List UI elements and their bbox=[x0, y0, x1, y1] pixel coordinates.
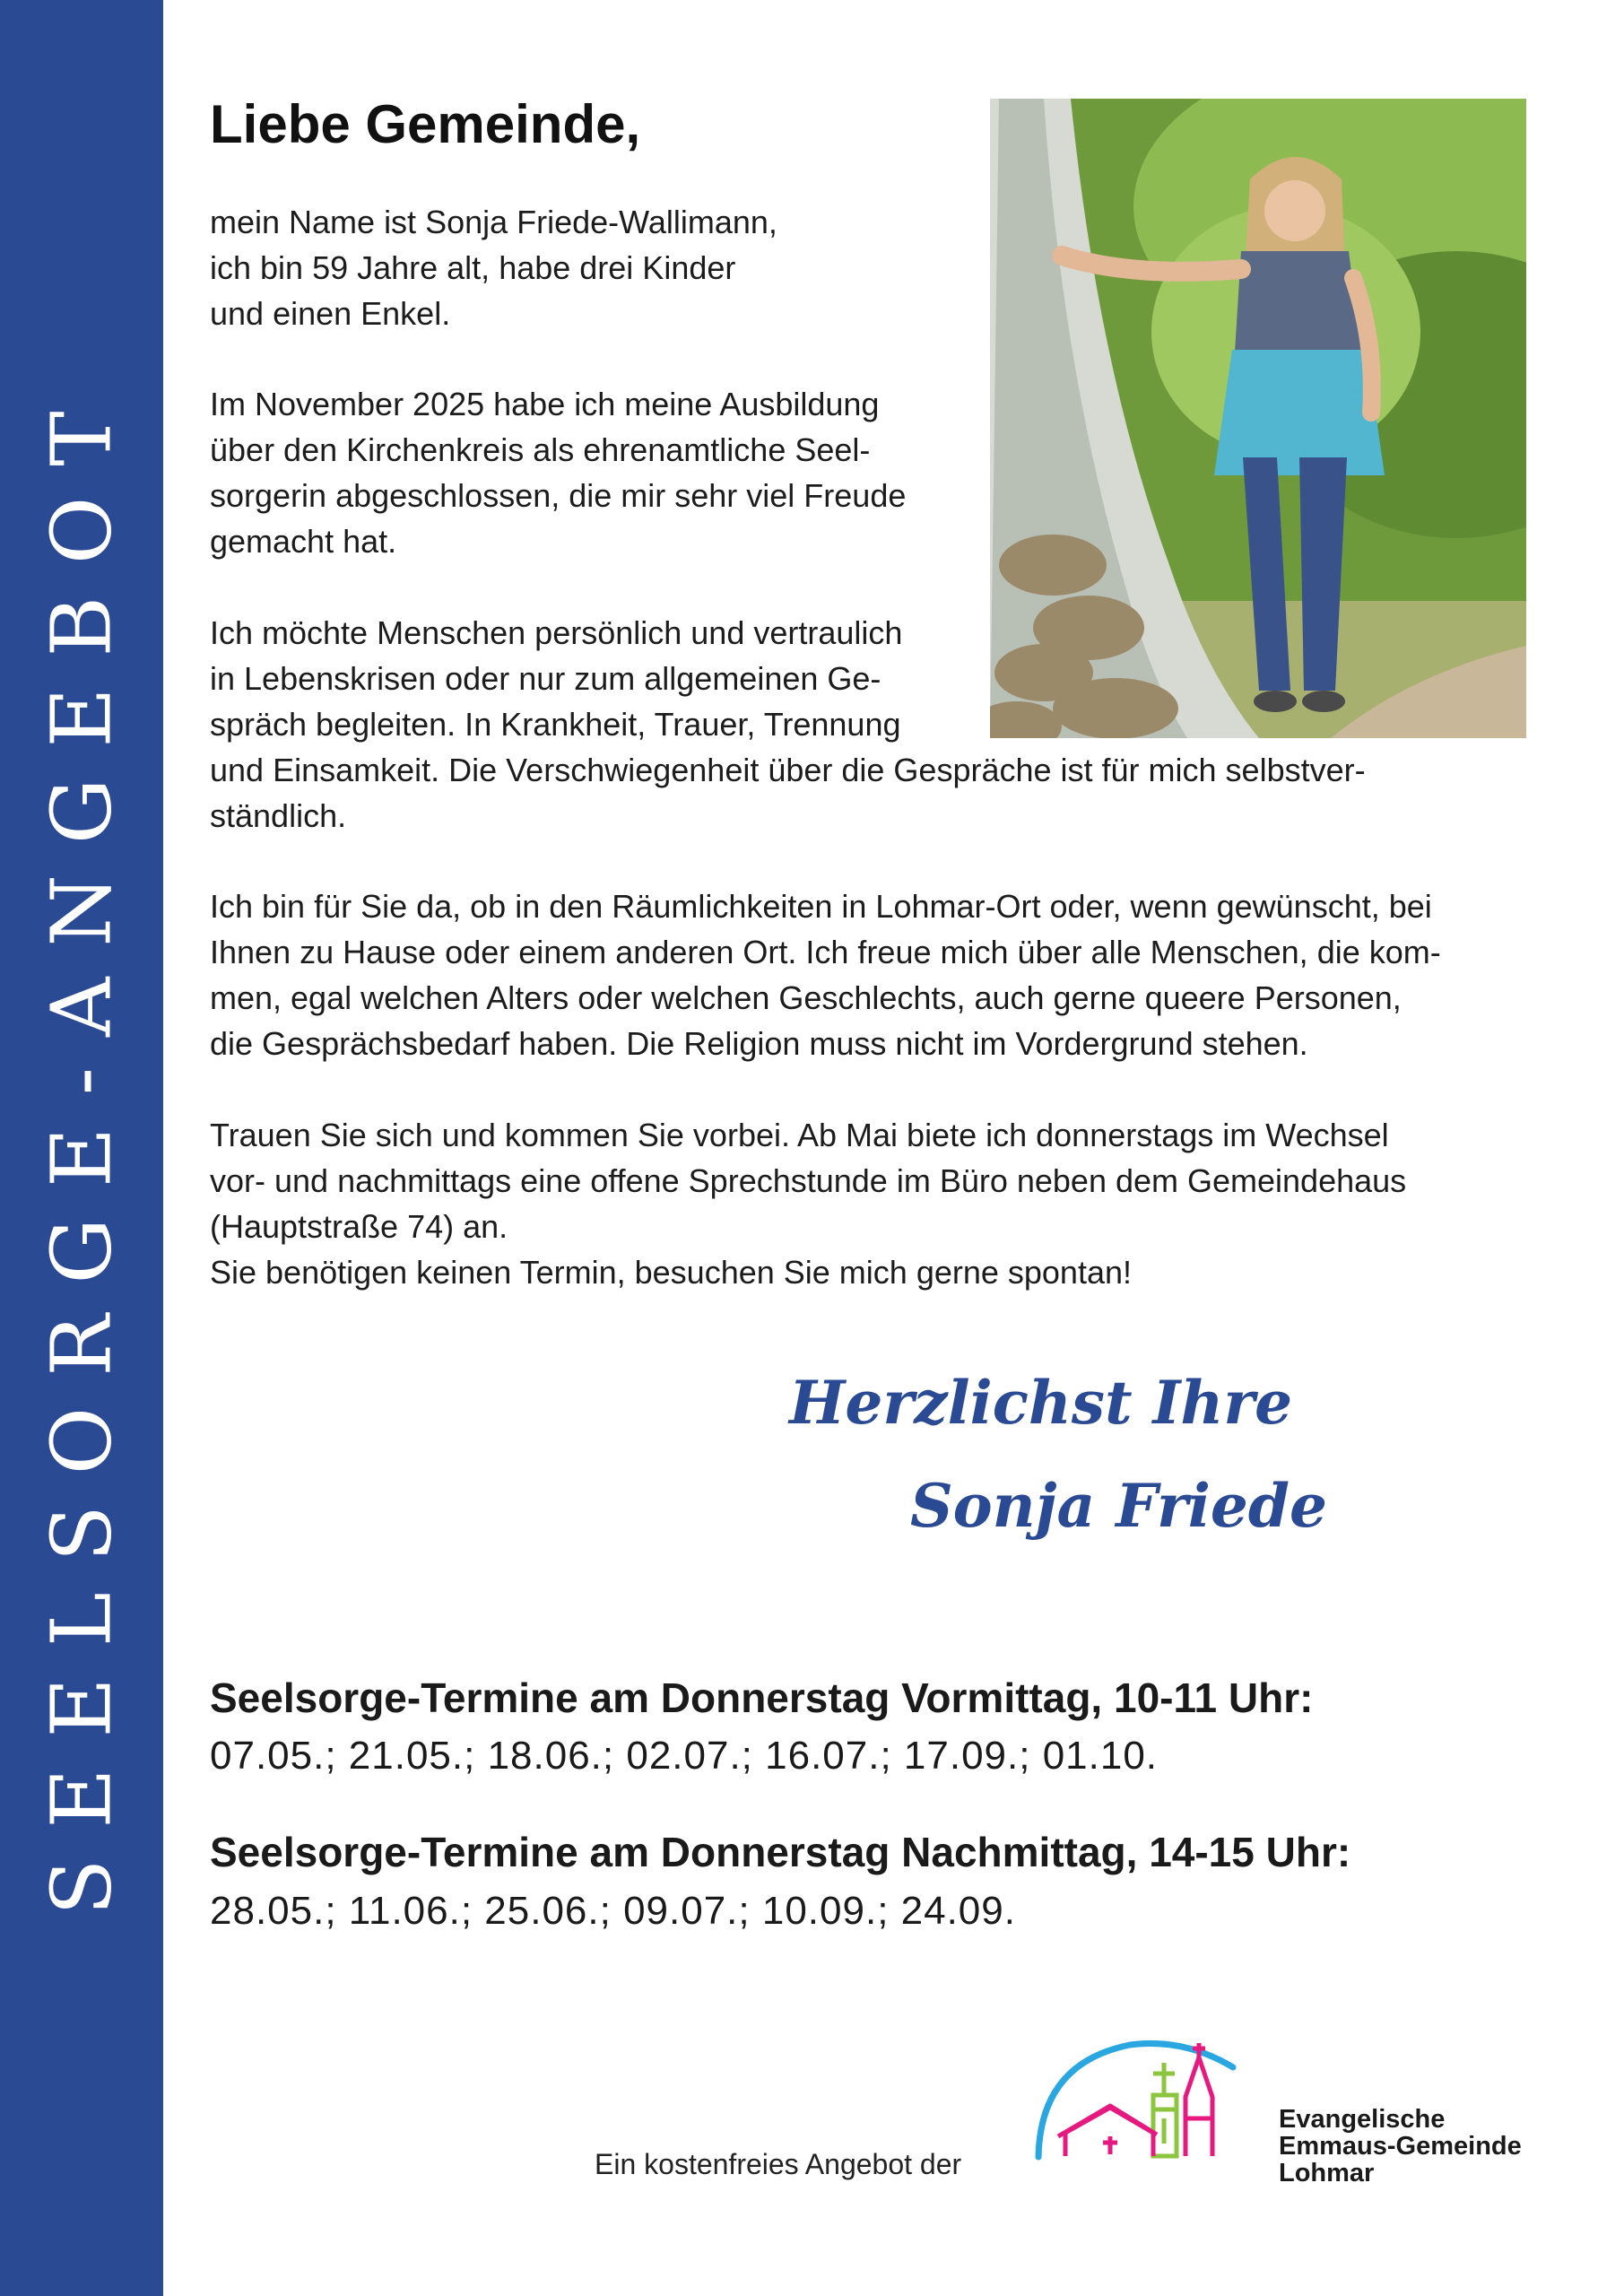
text-line: und einen Enkel. bbox=[210, 295, 451, 332]
text-line: (Hauptstraße 74) an. bbox=[210, 1208, 508, 1245]
schedule-afternoon-heading: Seelsorge-Termine am Donnerstag Nachmittag, 14-15 Uhr: bbox=[210, 1829, 1351, 1875]
text-line: ich bin 59 Jahre alt, habe drei Kinder bbox=[210, 249, 736, 286]
text-line: mein Name ist Sonja Friede-Wallimann, bbox=[210, 204, 777, 240]
text-line: vor- und nachmittags eine offene Sprechstunde im Büro neben dem Gemeindehaus bbox=[210, 1162, 1407, 1199]
support-paragraph bbox=[210, 610, 981, 747]
availability-paragraph bbox=[210, 883, 1528, 1066]
sidebar-banner bbox=[0, 0, 163, 2296]
schedule-morning-dates: 07.05.; 21.05.; 18.06.; 02.07.; 16.07.; 17.09.; 01.10. bbox=[210, 1734, 1159, 1778]
training-paragraph bbox=[210, 381, 981, 564]
text-line: spräch begleiten. In Krankheit, Trauer, Trennung bbox=[210, 706, 901, 743]
text-line: Im November 2025 habe ich meine Ausbildung bbox=[210, 386, 880, 422]
organization-name bbox=[1279, 2106, 1522, 2187]
org-line: Lohmar bbox=[1279, 2159, 1375, 2187]
text-line: sorgerin abgeschlossen, die mir sehr viel Freude bbox=[210, 477, 907, 514]
text-line: Ich möchte Menschen persönlich und vertraulich bbox=[210, 614, 903, 651]
support-paragraph-continued bbox=[210, 747, 1528, 839]
text-line: in Lebenskrisen oder nur zum allgemeinen Ge- bbox=[210, 660, 881, 697]
signature-greeting: Herzlichst Ihre bbox=[789, 1368, 1293, 1438]
portrait-photo bbox=[990, 99, 1526, 738]
text-line: Sie benötigen keinen Termin, besuchen Sie mich gerne spontan! bbox=[210, 1254, 1133, 1291]
church-logo-icon bbox=[1031, 2036, 1264, 2161]
text-line: Trauen Sie sich und kommen Sie vorbei. Ab Mai biete ich donnerstags im Wechsel bbox=[210, 1117, 1389, 1153]
schedule-morning-heading: Seelsorge-Termine am Donnerstag Vormittag, 10-11 Uhr: bbox=[210, 1674, 1314, 1721]
invitation-paragraph bbox=[210, 1112, 1528, 1295]
sidebar-title: SEELSORGE-ANGEBOT bbox=[33, 380, 130, 1916]
text-line: die Gesprächsbedarf haben. Die Religion muss nicht im Vordergrund stehen. bbox=[210, 1025, 1308, 1062]
text-line: über den Kirchenkreis als ehrenamtliche Seel- bbox=[210, 431, 871, 468]
schedule-afternoon-dates: 28.05.; 11.06.; 25.06.; 09.07.; 10.09.; 24.09. bbox=[210, 1889, 1016, 1933]
footer-note: Ein kostenfreies Angebot der bbox=[595, 2148, 962, 2180]
org-line: Evangelische bbox=[1279, 2105, 1446, 2134]
text-line: Ich bin für Sie da, ob in den Räumlichkeiten in Lohmar-Ort oder, wenn gewünscht, bei bbox=[210, 888, 1432, 925]
text-line: und Einsamkeit. Die Verschwiegenheit über die Gespräche ist für mich selbstver- bbox=[210, 752, 1366, 788]
org-line: Emmaus-Gemeinde bbox=[1279, 2132, 1522, 2161]
text-line: Ihnen zu Hause oder einem anderen Ort. Ich freue mich über alle Menschen, die kom- bbox=[210, 934, 1441, 970]
text-line: men, egal welchen Alters oder welchen Geschlechts, auch gerne queere Personen, bbox=[210, 979, 1402, 1016]
text-line: gemacht hat. bbox=[210, 523, 397, 560]
intro-paragraph bbox=[210, 199, 855, 336]
signature-name: Sonja Friede bbox=[910, 1471, 1327, 1541]
text-line: ständlich. bbox=[210, 797, 347, 834]
greeting-heading: Liebe Gemeinde, bbox=[210, 94, 641, 154]
